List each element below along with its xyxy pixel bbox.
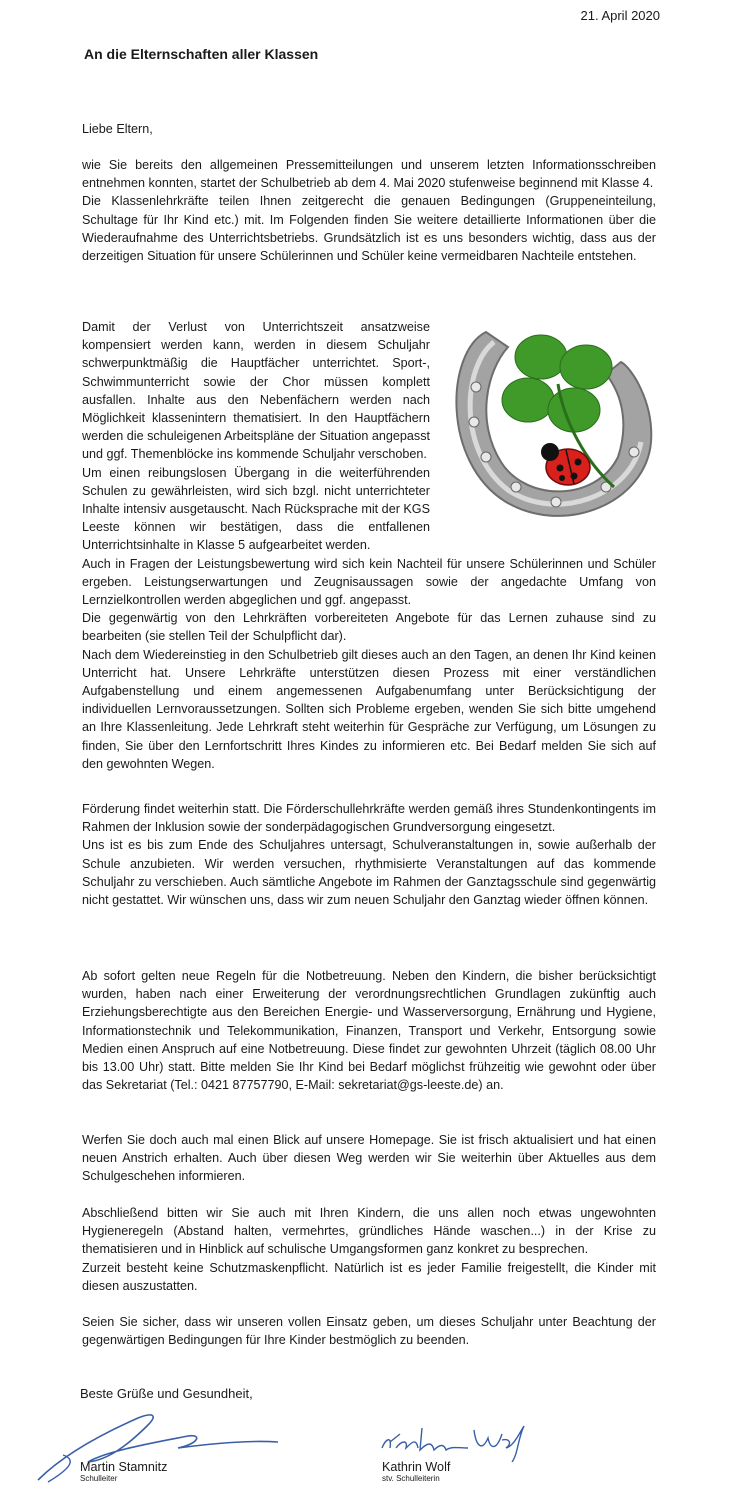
paragraph: Ab sofort gelten neue Regeln für die Notbetreuung. Neben den Kindern, die bisher berücksichtigt wurden, haben nach einer Erweiterung der verordnungsrechtlichen Grundlagen zukünftig auch Erziehungsberechtigte aus den Bereichen Energie- und Wasserversorgung, Ernährung und Hygiene, Informationstechnik und Telekommunikation, Finanzen, Transport und Verkehr, Entsorgung sowie Medien einen Anspruch auf eine Notbetreuung. Diese findet zur gewohnten Uhrzeit (täglich 08.00 Uhr bis 13.00 Uhr) statt. Bitte melden Sie Ihr Kind bei Bedarf möglichst frühzeitig wie gewohnt oder über das Sekretariat (Tel.: 0421 87757790, E-Mail: sekretariat@gs-leeste.de) an. [82, 969, 656, 1093]
letter-date: 21. April 2020 [580, 8, 660, 23]
support-block [82, 800, 656, 909]
paragraph: Die Klassenlehrkräfte teilen Ihnen zeitgerecht die genauen Bedingungen (Gruppeneinteilung, Schultage für Ihr Kind etc.) mit. Im Folgenden finden Sie weitere detaillierte Informationen über die Wiederaufnahme des Unterrichtsbetriebs. Grundsätzlich ist es uns besonders wichtig, dass aus der derzeitigen Situation für unsere Schülerinnen und Schüler keine vermeidbaren Nachteile entstehen. [82, 194, 656, 264]
signer-name: Martin Stamnitz [80, 1460, 168, 1474]
signature-right [382, 1460, 450, 1483]
paragraph: Die gegenwärtig von den Lehrkräften vorbereiteten Angebote für das Lernen zuhause sind zu bearbeiten (sie stellen Teil der Schulpflicht dar). [82, 611, 656, 644]
salutation: Liebe Eltern, [82, 122, 153, 136]
signature-right-icon [378, 1418, 538, 1462]
paragraph: Nach dem Wiedereinstieg in den Schulbetrieb gilt dieses auch an den Tagen, an denen Ihr Kind keinen Unterricht hat. Unsere Lehrkräfte unterstützen diesen Prozess mit einer verständlichen Aufgabenstellung und einem angemessenen Aufgabenumfang unter Berücksichtigung der individuellen Lernvoraussetzungen. Sollten sich Probleme ergeben, wenden Sie sich bitte umgehend an Ihre Klassenleitung. Jede Lehrkraft steht weiterhin für Gespräche zur Verfügung, um Lösungen zu finden, Sie über den Lernfortschritt Ihres Kindes zu informieren etc. Bei Bedarf melden Sie sich auf den gewohnten Wegen. [82, 647, 656, 771]
paragraph: wie Sie bereits den allgemeinen Pressemitteilungen und unserem letzten Informationsschreiben entnehmen konnten, startet der Schulbetrieb ab dem 4. Mai 2020 stufenweise beginnend mit Klasse 4. [82, 158, 656, 191]
letter-title: An die Elternschaften aller Klassen [84, 46, 319, 62]
horseshoe-clover-ladybug-icon [446, 312, 656, 530]
paragraph: Um einen reibungslosen Übergang in die weiterführenden Schulen zu gewährleisten, wird sich bzgl. nicht unterrichteter Inhalte intensiv ausgetauscht. Nach Rücksprache mit der KGS Leeste können wir bestätigen, dass die entfallenen Unterrichtsinhalte in Klasse 5 aufgearbeitet werden. [82, 465, 430, 553]
hygiene-block [82, 1204, 656, 1295]
paragraph: Uns ist es bis zum Ende des Schuljahres untersagt, Schulveranstaltungen in, sowie außerhalb der Schule anzubieten. Wir werden versuchen, rhythmisierte Veranstaltungen auf das kommende Schuljahr zu verschieben. Auch sämtliche Angebote im Rahmen der Ganztagsschule sind gegenwärtig nicht gestattet. Wir wünschen uns, dass wir zum neuen Schuljahr den Ganztag wieder öffnen können. [82, 838, 656, 908]
signer-name: Kathrin Wolf [382, 1460, 451, 1474]
intro-block [82, 156, 656, 265]
paragraph: Förderung findet weiterhin statt. Die Förderschullehrkräfte werden gemäß ihres Stundenkontingents im Rahmen der Inklusion sowie der sonderpädagogischen Grundversorgung eingesetzt. [82, 802, 656, 835]
paragraph: Auch in Fragen der Leistungsbewertung wird sich kein Nachteil für unsere Schülerinnen und Schüler ergeben. Leistungserwartungen und Zeugnisaussagen sowie der angedachte Umfang von Lernzielkontrollen werden abgeglichen und ggf. angepasst. [82, 556, 656, 608]
paragraph: Damit der Verlust von Unterrichtszeit ansatzweise kompensiert werden kann, werden in diesem Schuljahr schwerpunktmäßig die Hauptfächer unterrichtet. Sport-, Schwimmunterricht sowie der Chor müssen komplett ausfallen. Inhalte aus den Nebenfächern werden nach Möglichkeit klassenintern thematisiert. In den Hauptfächern werden die schuleigenen Arbeitspläne der Situation angepasst und ggf. Themenblöcke ins kommende Schuljahr verschoben. [82, 320, 430, 462]
signature-left [80, 1460, 167, 1483]
signer-role: Schulleiter [80, 1474, 118, 1483]
signer-role: stv. Schulleiterin [382, 1474, 440, 1483]
paragraph: Zurzeit besteht keine Schutzmaskenpflicht. Natürlich ist es jeder Familie freigestellt, die Kinder mit diesen auszustatten. [82, 1260, 656, 1293]
main-block [82, 318, 656, 773]
paragraph: Abschließend bitten wir Sie auch mit Ihren Kindern, die uns allen noch etwas ungewohnten Hygieneregeln (Abstand halten, vermehrtes, gründliches Hände waschen...) in der Krise zu thematisieren und in Hinblick auf schulische Umgangsformen ganz konkret zu besprechen. [82, 1206, 656, 1257]
paragraph: Werfen Sie doch auch mal einen Blick auf unsere Homepage. Sie ist frisch aktualisiert und hat einen neuen Anstrich erhalten. Auch über diesen Weg werden wir Sie weiterhin über Aktuelles aus dem Schulgeschehen informieren. [82, 1133, 656, 1184]
paragraph: Seien Sie sicher, dass wir unseren vollen Einsatz geben, um dieses Schuljahr unter Beachtung der gegenwärtigen Bedingungen für Ihre Kinder bestmöglich zu beenden. [82, 1315, 656, 1348]
closing: Beste Grüße und Gesundheit, [80, 1386, 253, 1401]
